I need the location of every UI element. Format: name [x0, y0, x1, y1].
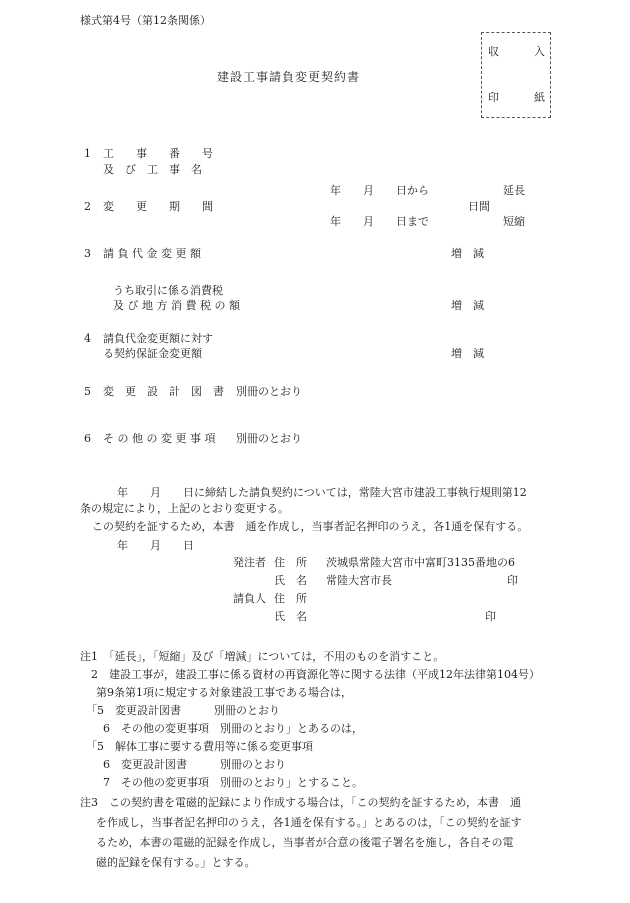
item-number: 6: [84, 432, 91, 445]
note-1: 注1 「延長」，「短縮」及び「増減」については，不用のものを消すこと。: [80, 650, 445, 663]
orderer-name: 常陸大宮市長: [326, 574, 392, 587]
note-3-line: を作成し，当事者記名押印のうえ，各1通を保有する。」とあるのは，「この契約を証す: [96, 816, 522, 829]
stamp-char: 紙: [534, 91, 545, 104]
body-paragraph2: この契約を証するため，本書 通を作成し，当事者記名押印のうえ，各1通を保有する。: [92, 520, 529, 533]
note-3-line: 注3 この契約書を電磁的記録により作成する場合は，「この契約を証するため，本書 通: [80, 796, 522, 809]
revenue-stamp-box: [481, 32, 551, 118]
note-3-line: 磁的記録を保有する。」とする。: [96, 856, 256, 869]
tax-label-line1: うち取引に係る消費税: [113, 284, 223, 297]
body-paragraph-line1: 年 月 日に締結した請負契約については，常陸大宮市建設工事執行規則第12: [117, 486, 527, 499]
item-number: 3: [84, 247, 91, 260]
form-label: 様式第4号（第12条関係）: [80, 14, 211, 27]
stamp-char: 印: [488, 91, 499, 104]
item6-label: そ の 他 の 変 更 事 項: [103, 432, 216, 445]
orderer-address: 茨城県常陸大宮市中富町3135番地の6: [326, 556, 515, 569]
item1-label-line2: 及 び 工 事 名: [103, 163, 202, 176]
tax-label-line2: 及 び 地 方 消 費 税 の 額: [113, 299, 240, 312]
note-2-line: 「5 解体工事に要する費用等に係る変更事項: [86, 740, 313, 753]
note-2-line: 7 その他の変更事項 別冊のとおり」とすること。: [103, 776, 363, 789]
stamp-char: 収: [488, 45, 499, 58]
note-2-line: 6 変更設計図書 別冊のとおり: [103, 758, 286, 771]
item-number: 5: [84, 385, 91, 398]
item-number: 4: [84, 332, 91, 345]
note-2-line: 「5 変更設計図書 別冊のとおり: [86, 704, 280, 717]
increase-decrease: 増 減: [451, 299, 484, 312]
document-title: 建設工事請負変更契約書: [217, 70, 361, 84]
note-2-line: 2 建設工事が，建設工事に係る資材の再資源化等に関する法律（平成12年法律第104号）: [91, 668, 540, 681]
item1-label-line1: 工 事 番 号: [103, 147, 213, 160]
address-label: 住 所: [274, 556, 307, 569]
period-from: 年 月 日から: [330, 184, 429, 197]
contract-date: 年 月 日: [117, 539, 194, 552]
seal-mark: 印: [507, 574, 518, 587]
shortening-label: 短縮: [503, 215, 525, 228]
item4-label-line2: る契約保証金変更額: [103, 347, 202, 360]
item5-value: 別冊のとおり: [236, 385, 302, 398]
extension-label: 延長: [503, 184, 525, 197]
name-label: 氏 名: [274, 574, 307, 587]
item3-label: 請 負 代 金 変 更 額: [103, 247, 201, 260]
address-label: 住 所: [274, 592, 307, 605]
note-2-line: 第9条第1項に規定する対象建設工事である場合は，: [96, 686, 352, 699]
item5-label: 変 更 設 計 図 書: [103, 385, 224, 398]
name-label: 氏 名: [274, 610, 307, 623]
period-to: 年 月 日まで: [330, 215, 429, 228]
note-3-line: るため，本書の電磁的記録を作成し，当事者が合意の後電子署名を施し，各自その電: [96, 836, 514, 849]
contractor-label: 請負人: [233, 592, 266, 605]
item4-label-line1: 請負代金変更額に対す: [103, 332, 213, 345]
seal-mark: 印: [485, 610, 496, 623]
item-number: 1: [84, 147, 91, 160]
item2-label: 変 更 期 間: [103, 200, 213, 213]
body-paragraph-line2: 条の規定により，上記のとおり変更する。: [80, 502, 289, 515]
orderer-label: 発注者: [233, 556, 266, 569]
days-label: 日間: [468, 200, 490, 213]
increase-decrease: 増 減: [451, 247, 484, 260]
increase-decrease: 増 減: [451, 347, 484, 360]
item6-value: 別冊のとおり: [236, 432, 302, 445]
item-number: 2: [84, 200, 91, 213]
note-2-line: 6 その他の変更事項 別冊のとおり」とあるのは，: [103, 722, 363, 735]
stamp-char: 入: [534, 45, 545, 58]
